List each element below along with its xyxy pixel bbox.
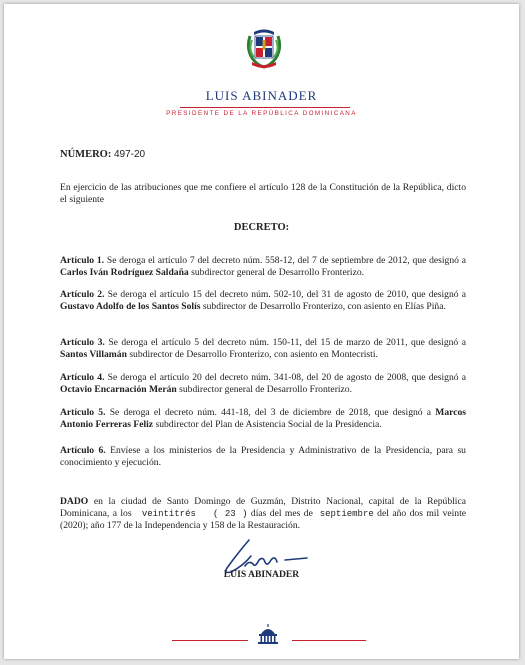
article-person: Santos Villamán: [60, 349, 127, 361]
decree-number: [60, 149, 145, 160]
article-label: Artículo 4.: [60, 372, 105, 383]
article-6: [60, 445, 466, 469]
footer-line-left: [172, 640, 248, 641]
article-tail: subdirector general de Desarrollo Fronterizo.: [188, 267, 365, 279]
header-divider: [180, 107, 350, 108]
article-3: [60, 337, 466, 361]
number-label: NÚMERO:: [60, 149, 112, 160]
number-value: 497-20: [113, 149, 146, 160]
national-palace-icon: [256, 623, 280, 645]
document-page: [4, 4, 519, 659]
article-text: Se deroga el artículo 5 del decreto núm. 150-11, del 15 de marzo de 2011, que designó a: [104, 337, 466, 348]
closing-dado: DADO: [60, 496, 89, 507]
article-person: Octavio Encarnación Merán: [60, 384, 177, 396]
header-subtitle: PRESIDENTE DE LA REPÚBLICA DOMINICANA: [166, 110, 357, 117]
closing-day-word: veintitrés: [141, 509, 196, 520]
header-name: LUIS ABINADER: [205, 88, 318, 103]
article-label: Artículo 1.: [60, 255, 105, 266]
article-label: Artículo 2.: [60, 289, 105, 300]
footer-line-right: [292, 640, 366, 641]
article-label: Artículo 3.: [60, 337, 105, 348]
closing-part1: en la ciudad de Santo Domingo de Guzmán, Distrito Nacional, capital de la República Dominicana, a los: [60, 496, 466, 520]
article-text: Se deroga el decreto núm. 441-18, del 3 de diciembre de 2018, que designó a: [105, 407, 436, 418]
article-5: [60, 407, 466, 431]
decree-title: DECRETO:: [233, 222, 290, 233]
article-text: Se deroga el artículo 20 del decreto núm. 341-08, del 20 de agosto de 2008, que designó a: [104, 372, 466, 383]
article-text: Se deroga el artículo 7 del decreto núm. 558-12, del 7 de septiembre de 2012, que designó a: [104, 255, 466, 266]
coat-of-arms-icon: [244, 26, 284, 70]
article-1: [60, 255, 466, 279]
closing-month: septiembre: [319, 509, 374, 520]
closing-day-num: ( 23 ): [213, 509, 248, 520]
article-person: Marcos Antonio Ferreras Feliz: [60, 407, 466, 431]
article-text: Envíese a los ministerios de la Presidencia y Administrativo de la Presidencia, para su conocimiento y ejecución.: [60, 445, 466, 469]
article-label: Artículo 5.: [60, 407, 106, 418]
article-tail: subdirector de Desarrollo Fronterizo, con asiento en Elías Piña.: [200, 301, 446, 313]
article-2: [60, 289, 466, 313]
closing-paragraph: [60, 496, 466, 533]
article-person: Carlos Iván Rodríguez Saldaña: [60, 267, 189, 279]
article-4: [60, 372, 466, 396]
closing-part2: días del mes de: [247, 508, 317, 520]
closing-part3: del año dos mil veinte (2020); año 177 de la Independencia y 158 de la Restauración.: [60, 508, 467, 532]
intro-paragraph: En ejercicio de las atribuciones que me confiere el artículo 128 de la Constitución de la República, dicto el siguiente: [60, 182, 466, 206]
article-tail: subdirector general de Desarrollo Fronterizo.: [176, 384, 353, 396]
article-text: Se deroga el artículo 15 del decreto núm. 502-10, del 31 de agosto de 2010, que designó a: [104, 289, 466, 300]
article-tail: subdirector de Desarrollo Fronterizo, con asiento en Montecristi.: [126, 349, 378, 361]
article-tail: subdirector del Plan de Asistencia Social de la Presidencia.: [153, 419, 382, 431]
article-label: Artículo 6.: [60, 445, 106, 456]
signature-name: LUIS ABINADER: [223, 569, 300, 580]
article-person: Gustavo Adolfo de los Santos Solís: [60, 301, 201, 313]
